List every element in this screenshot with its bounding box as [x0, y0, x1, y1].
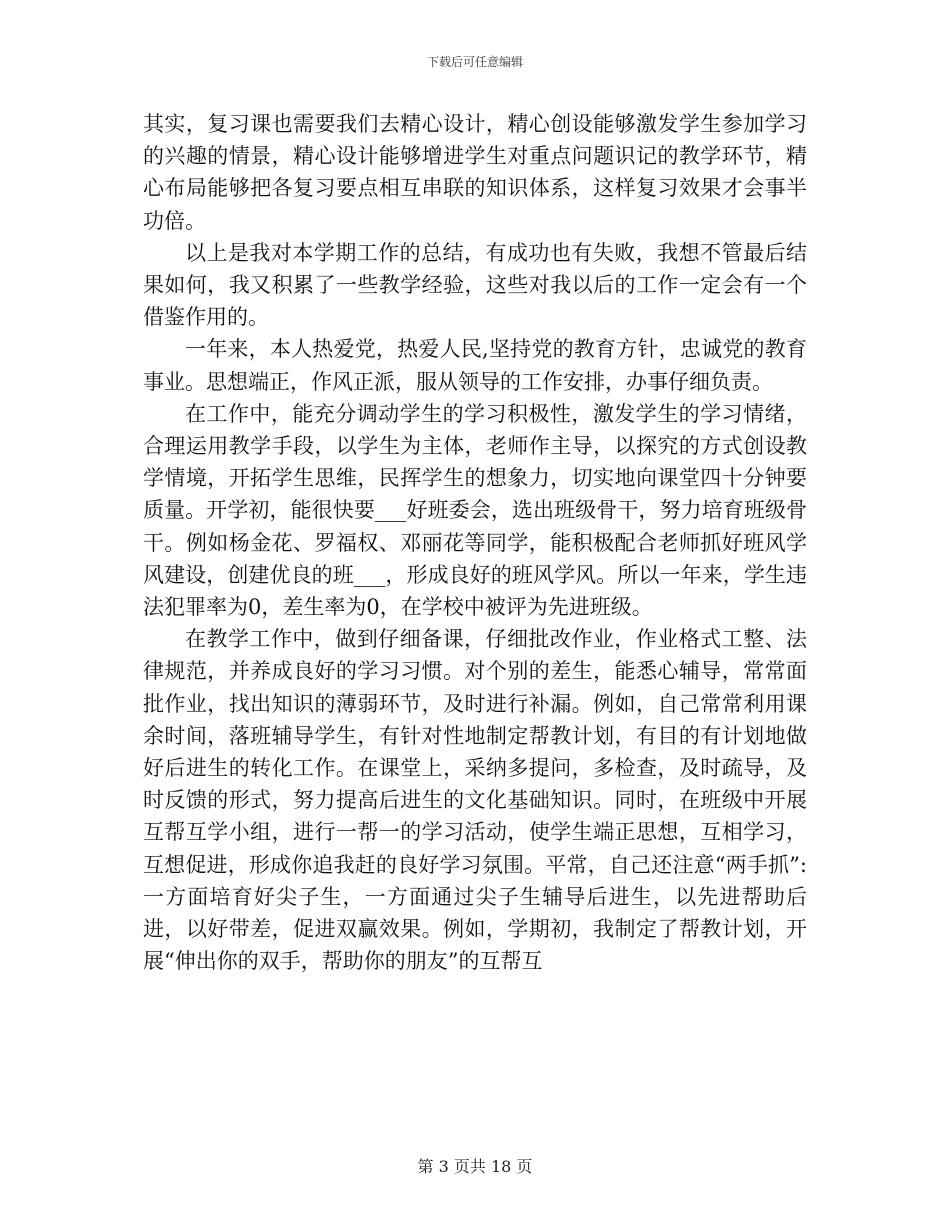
page-header: 下载后可任意编辑	[426, 55, 523, 69]
paragraph-5: 在教学工作中，做到仔细备课，仔细批改作业，作业格式工整、法律规范，并养成良好的学习习惯。对个别的差生，能悉心辅导，常常面批作业，找出知识的薄弱环节，及时进行补漏。例如，自己常常利用课余时间，落班辅导学生，有针对性地制定帮教计划，有目的有计划地做好后进生的转化工作。在课堂上，采纳多提问，多检查，及时疏导，及时反馈的形式，努力提高后进生的文化基础知识。同时，在班级中开展互帮互学小组，进行一帮一的学习活动，使学生端正思想，互相学习，互想促进，形成你追我赶的良好学习氛围。平常，自己还注意“两手抓”:一方面培育好尖子生，一方面通过尖子生辅导后进生，以先进帮助后进，以好带差，促进双赢效果。例如，学期初，我制定了帮教计划，开展“伸出你的双手，帮助你的朋友”的互帮互	[143, 627, 807, 974]
document-body	[143, 108, 807, 977]
paragraph-1: 其实，复习课也需要我们去精心设计，精心创设能够激发学生参加学习的兴趣的情景，精心设计能够增进学生对重点问题识记的教学环节，精心布局能够把各复习要点相互串联的知识体系，这样复习效果才会事半功倍。	[143, 112, 807, 233]
paragraph-4: 在工作中，能充分调动学生的学习积极性，激发学生的学习情绪，合理运用教学手段，以学生为主体，老师作主导，以探究的方式创设教学情境，开拓学生思维，民挥学生的想象力，切实地向课堂四十分钟要质量。开学初，能很快要___好班委会，选出班级骨干，努力培育班级骨干。例如杨金花、罗福权、邓丽花等同学，能积极配合老师抓好班风学风建设，创建优良的班___，形成良好的班风学风。所以一年来，学生违法犯罪率为0，差生率为0，在学校中被评为先进班级。	[143, 401, 807, 620]
page-footer: 第 3 页共 18 页	[417, 1157, 533, 1176]
paragraph-3: 一年来，本人热爱党，热爱人民,坚持党的教育方针，忠诚党的教育事业。思想端正，作风正派，服从领导的工作安排，办事仔细负责。	[143, 337, 807, 394]
paragraph-2: 以上是我对本学期工作的总结，有成功也有失败，我想不管最后结果如何，我又积累了一些教学经验，这些对我以后的工作一定会有一个借鉴作用的。	[143, 240, 807, 330]
